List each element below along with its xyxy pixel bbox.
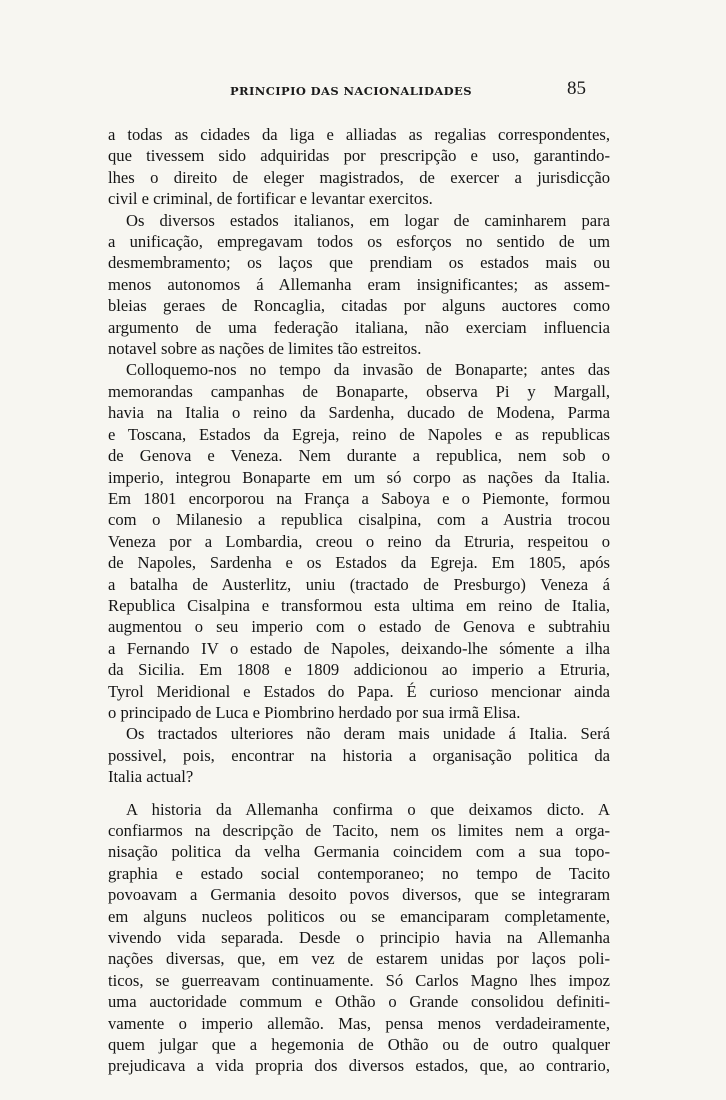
paragraph	[108, 124, 610, 210]
text-line: vamente o imperio allemão. Mas, pensa menos verdadeiramente,	[108, 1013, 610, 1033]
text-line: de Genova e Veneza. Nem durante a republica, nem sob o	[108, 446, 610, 466]
text-line: bleias geraes de Roncaglia, citadas por alguns auctores como	[108, 296, 610, 316]
text-line: prejudicava a vida propria dos diversos estados, que, ao contrario,	[108, 1056, 610, 1076]
text-line: povoavam a Germania desoito povos diversos, que se integraram	[108, 885, 610, 905]
text-line: lhes o direito de eleger magistrados, de exercer a jurisdicção	[108, 167, 610, 187]
paragraph	[108, 359, 610, 723]
text-line: Italia actual?	[108, 767, 194, 787]
text-line: Em 1801 encorporou na França a Saboya e o Piemonte, formou	[108, 488, 610, 508]
text-line: Colloquemo-nos no tempo da invasão de Bonaparte; antes das	[126, 360, 610, 380]
text-line: o principado de Luca e Piombrino herdado por sua irmã Elisa.	[108, 702, 521, 722]
paragraph-gap	[108, 788, 610, 799]
text-line: notavel sobre as nações de limites tão estreitos.	[108, 339, 422, 359]
text-line: Os tractados ulteriores não deram mais unidade á Italia. Será	[126, 724, 610, 744]
text-line: a batalha de Austerlitz, uniu (tractado de Presburgo) Veneza á	[108, 574, 610, 594]
text-line: argumento de uma federação italiana, não exerciam influencia	[108, 317, 610, 337]
text-line: confiarmos na descripção de Tacito, nem os limites nem a orga-	[108, 821, 610, 840]
text-line: em alguns nucleos politicos ou se emanciparam completamente,	[108, 906, 610, 926]
text-line: desmembramento; os laços que prendiam os estados mais ou	[108, 253, 610, 273]
text-line: a todas as cidades da liga e alliadas as regalias correspondentes,	[108, 125, 610, 144]
text-line: e Toscana, Estados da Egreja, reino de Napoles e as republicas	[108, 424, 610, 444]
paragraph	[108, 799, 610, 1077]
text-line: de Napoles, Sardenha e os Estados da Egreja. Em 1805, após	[108, 553, 610, 573]
text-line: nações diversas, que, em vez de estarem unidas por laços poli-	[108, 949, 610, 969]
text-line: com o Milanesio a republica cisalpina, com a Austria trocou	[108, 510, 610, 530]
text-line: Veneza por a Lombardia, creou o reino da Etruria, respeitou o	[108, 531, 610, 551]
running-head	[108, 78, 608, 104]
text-line: vivendo vida separada. Desde o principio havia na Allemanha	[108, 928, 610, 948]
text-line: augmentou o seu imperio com o estado de Genova e subtrahiu	[108, 617, 610, 637]
text-line: havia na Italia o reino da Sardenha, ducado de Modena, Parma	[108, 403, 610, 423]
text-line: quem julgar que a hegemonia de Othão ou de outro qualquer	[108, 1035, 610, 1055]
text-line: nisação politica da velha Germania coincidem com a sua topo-	[108, 842, 610, 862]
paragraph	[108, 210, 610, 360]
text-line: ticos, se guerreavam continuamente. Só Carlos Magno lhes impoz	[108, 970, 610, 990]
text-line: graphia e estado social contemporaneo; no tempo de Tacito	[108, 863, 610, 883]
text-line: a Fernando IV o estado de Napoles, deixando-lhe sómente a ilha	[108, 638, 610, 658]
body-text	[108, 124, 610, 1077]
text-line: da Sicilia. Em 1808 e 1809 addicionou ao imperio a Etruria,	[108, 660, 610, 680]
text-line: Os diversos estados italianos, em logar de caminharem para	[126, 210, 610, 230]
text-line: memorandas campanhas de Bonaparte, observa Pi y Margall,	[108, 381, 610, 401]
text-line: menos autonomos á Allemanha eram insignificantes; as assem-	[108, 274, 610, 294]
text-line: uma auctoridade commum e Othão o Grande consolidou definiti-	[108, 992, 610, 1012]
text-line: civil e criminal, de fortificar e levantar exercitos.	[108, 189, 433, 209]
text-line: Republica Cisalpina e transformou esta ultima em reino de Italia,	[108, 595, 610, 615]
text-line: Tyrol Meridional e Estados do Papa. É curioso mencionar ainda	[108, 681, 610, 701]
text-line: a unificação, empregavam todos os esforços no sentido de um	[108, 232, 610, 252]
text-line: A historia da Allemanha confirma o que deixamos dicto. A	[126, 799, 610, 819]
text-line: possivel, pois, encontrar na historia a organisação politica da	[108, 745, 610, 765]
page-number: 85	[567, 78, 586, 99]
running-title: PRINCIPIO DAS NACIONALIDADES	[230, 84, 472, 98]
text-line: que tivessem sido adquiridas por prescripção e uso, garantindo-	[108, 146, 610, 166]
paragraph	[108, 723, 610, 787]
text-line: imperio, integrou Bonaparte em um só corpo as nações da Italia.	[108, 467, 610, 487]
